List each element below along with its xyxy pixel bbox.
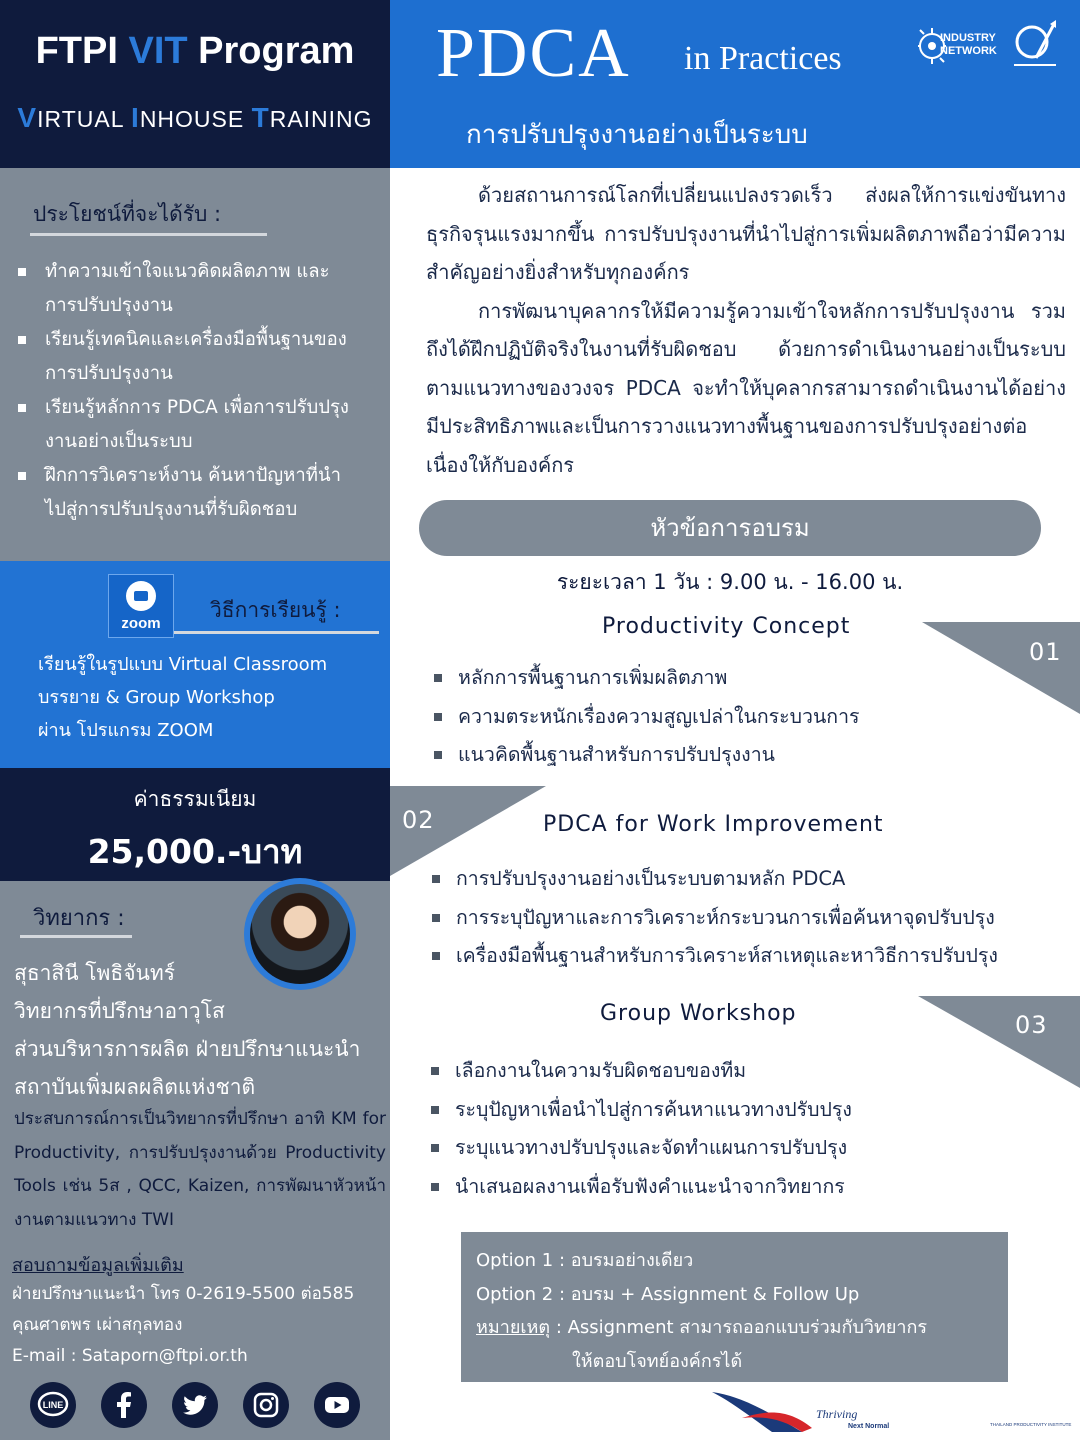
section-items	[432, 860, 998, 976]
section-items	[431, 1052, 852, 1206]
line-icon[interactable]	[30, 1382, 76, 1428]
list-item: เครื่องมือพื้นฐานสำหรับการวิเคราะห์สาเหตุและหาวิธีการปรับปรุง	[432, 937, 998, 976]
section-title: Group Workshop	[600, 1001, 797, 1026]
section-number-tab	[918, 996, 1080, 1088]
facebook-icon[interactable]	[101, 1382, 147, 1428]
speaker-photo	[250, 884, 350, 984]
topics-heading: หัวข้อการอบรม	[419, 500, 1041, 556]
divider	[174, 631, 379, 634]
learning-details	[38, 648, 378, 747]
list-item: เลือกงานในความรับผิดชอบของทีม	[431, 1052, 852, 1091]
list-item: เรียนรู้เทคนิคและเครื่องมือพื้นฐานของการปรับปรุงงาน	[16, 323, 361, 391]
section-title: PDCA for Work Improvement	[543, 812, 884, 837]
list-item: ทำความเข้าใจแนวคิดผลิตภาพ และการปรับปรุงงาน	[16, 255, 361, 323]
svg-text:LINE: LINE	[42, 1400, 64, 1410]
note-text: : Assignment สามารถออกแบบร่วมกับวิทยากร	[550, 1317, 928, 1338]
thriving-next-normal-logo	[712, 1388, 1072, 1436]
section-title: Productivity Concept	[602, 614, 851, 639]
zoom-label: zoom	[121, 614, 161, 632]
footer-text: THAILAND PRODUCTIVITY INSTITUTE	[990, 1422, 1072, 1427]
industry-network-logo	[918, 20, 998, 72]
zoom-logo	[108, 574, 174, 638]
learning-title: วิธีการเรียนรู้ :	[210, 598, 341, 622]
list-item: ระบุแนวทางปรับปรุงและจัดทำแผนการปรับปรุง	[431, 1129, 852, 1168]
contact-line: คุณศาตพร เผ่าสกุลทอง	[12, 1315, 183, 1335]
benefits-list	[16, 255, 361, 527]
contact-line: ฝ่ายปรึกษาแนะนำ โทร 0-2619-5500 ต่อ585	[12, 1284, 355, 1304]
intro-paragraph: การพัฒนาบุคลากรให้มีความรู้ความเข้าใจหลักการปรับปรุงงาน รวมถึงได้ฝึกปฏิบัติจริงในงานที่รับผิดชอบ ด้วยการดำเนินงานอย่างเป็นระบบตามแนวทางของวงจร PDCA จะทำให้บุคลากรสามารถดำเนินงานได้อย่างมีประสิทธิภาพและเป็นการวางแนวทางพื้นฐานของการปรับปรุงอย่างต่อเนื่องให้กับองค์กร	[426, 298, 1066, 477]
benefits-title: ประโยชน์ที่จะได้รับ :	[33, 202, 222, 226]
instagram-icon[interactable]	[243, 1382, 289, 1428]
divider	[20, 935, 132, 938]
list-item: การปรับปรุงงานอย่างเป็นระบบตามหลัก PDCA	[432, 860, 998, 899]
course-introduction	[426, 176, 1066, 484]
list-item: ฝึกการวิเคราะห์งาน ค้นหาปัญหาที่นำไปสู่การปรับปรุงงานที่รับผิดชอบ	[16, 459, 361, 527]
option-2: Option 2 : อบรม + Assignment & Follow Up	[476, 1283, 860, 1305]
course-title-sub: in Practices	[684, 40, 842, 77]
footer-text: Next Normal	[848, 1423, 890, 1430]
section-number: 02	[402, 806, 435, 834]
list-item: ระบุปัญหาเพื่อนำไปสู่การค้นหาแนวทางปรับปรุง	[431, 1091, 852, 1130]
avatar	[244, 878, 356, 990]
section-items	[434, 659, 860, 775]
contact-details	[12, 1279, 387, 1372]
ftpi-logo	[1010, 18, 1060, 72]
list-item: การระบุปัญหาและการวิเคราะห์กระบวนการเพื่อค้นหาจุดปรับปรุง	[432, 899, 998, 938]
learning-line: บรรยาย & Group Workshop	[38, 687, 275, 708]
contact-title[interactable]: สอบถามข้อมูลเพิ่มเติม	[12, 1255, 184, 1276]
list-item: นำเสนอผลงานเพื่อรับฟังคำแนะนำจากวิทยากร	[431, 1168, 852, 1207]
youtube-icon[interactable]	[314, 1382, 360, 1428]
option-1: Option 1 : อบรมอย่างเดียว	[476, 1250, 694, 1271]
speaker-role-line: วิทยากรที่ปรึกษาอาวุโส	[14, 999, 225, 1023]
logo-text: NETWORK	[940, 45, 997, 57]
learning-line: ผ่าน โปรแกรม ZOOM	[38, 720, 214, 741]
list-item: เรียนรู้หลักการ PDCA เพื่อการปรับปรุงงานอย่างเป็นระบบ	[16, 391, 361, 459]
list-item: แนวคิดพื้นฐานสำหรับการปรับปรุงงาน	[434, 736, 860, 775]
intro-paragraph: ด้วยสถานการณ์โลกที่เปลี่ยนแปลงรวดเร็ว ส่งผลให้การแข่งขันทางธุรกิจรุนแรงมากขึ้น การปรับปรุงงานที่นำไปสู่การเพิ่มผลิตภาพถือว่ามีความสำคัญอย่างยิ่งสำหรับทุกองค์กร	[426, 183, 1066, 284]
option-note-continued: ให้ตอบโจทย์องค์กรได้	[572, 1350, 743, 1372]
fee-value: 25,000.-บาท	[87, 832, 303, 871]
program-title: FTPI VIT Program	[35, 30, 355, 72]
divider	[30, 233, 267, 236]
speaker-role-line: สถาบันเพิ่มผลผลิตแห่งชาติ	[14, 1075, 256, 1099]
social-links	[30, 1382, 360, 1428]
list-item: หลักการพื้นฐานการเพิ่มผลิตภาพ	[434, 659, 860, 698]
course-thai-subtitle: การปรับปรุงงานอย่างเป็นระบบ	[466, 120, 808, 150]
option-note	[476, 1311, 1006, 1345]
list-item: ความตระหนักเรื่องความสูญเปล่าในกระบวนการ	[434, 698, 860, 737]
speaker-experience: ประสบการณ์การเป็นวิทยากรที่ปรึกษา อาทิ KM for Productivity, การปรับปรุงงานด้วย Productivity Tools เช่น 5ส , QCC, Kaizen, การพัฒนาหัวหน้างานตามแนวทาง TWI	[14, 1109, 386, 1230]
course-title: PDCA	[436, 15, 631, 92]
contact-email[interactable]: E-mail : Sataporn@ftpi.or.th	[12, 1346, 248, 1366]
learning-line: เรียนรู้ในรูปแบบ Virtual Classroom	[38, 654, 328, 675]
options-list	[476, 1244, 1006, 1378]
section-number: 03	[1015, 1011, 1048, 1039]
video-camera-icon	[126, 581, 156, 611]
speaker-title: วิทยากร :	[33, 906, 125, 931]
program-header	[0, 0, 390, 168]
program-subtitle: VIRTUAL INHOUSE TRAINING	[17, 102, 373, 133]
section-number: 01	[1029, 638, 1062, 666]
twitter-icon[interactable]	[172, 1382, 218, 1428]
fee-label: ค่าธรรมเนียม	[133, 787, 257, 811]
speaker-name: สุธาสินี โพธิจันทร์	[14, 961, 175, 985]
note-label: หมายเหตุ	[476, 1317, 551, 1338]
speaker-role	[14, 992, 389, 1106]
section-number-tab	[922, 622, 1080, 714]
training-duration: ระยะเวลา 1 วัน : 9.00 น. - 16.00 น.	[556, 570, 904, 594]
logo-text: INDUSTRY	[940, 32, 996, 44]
speaker-role-line: ส่วนบริหารการผลิต ฝ่ายปรึกษาแนะนำ	[14, 1037, 361, 1061]
footer-text: Thriving	[816, 1407, 858, 1421]
